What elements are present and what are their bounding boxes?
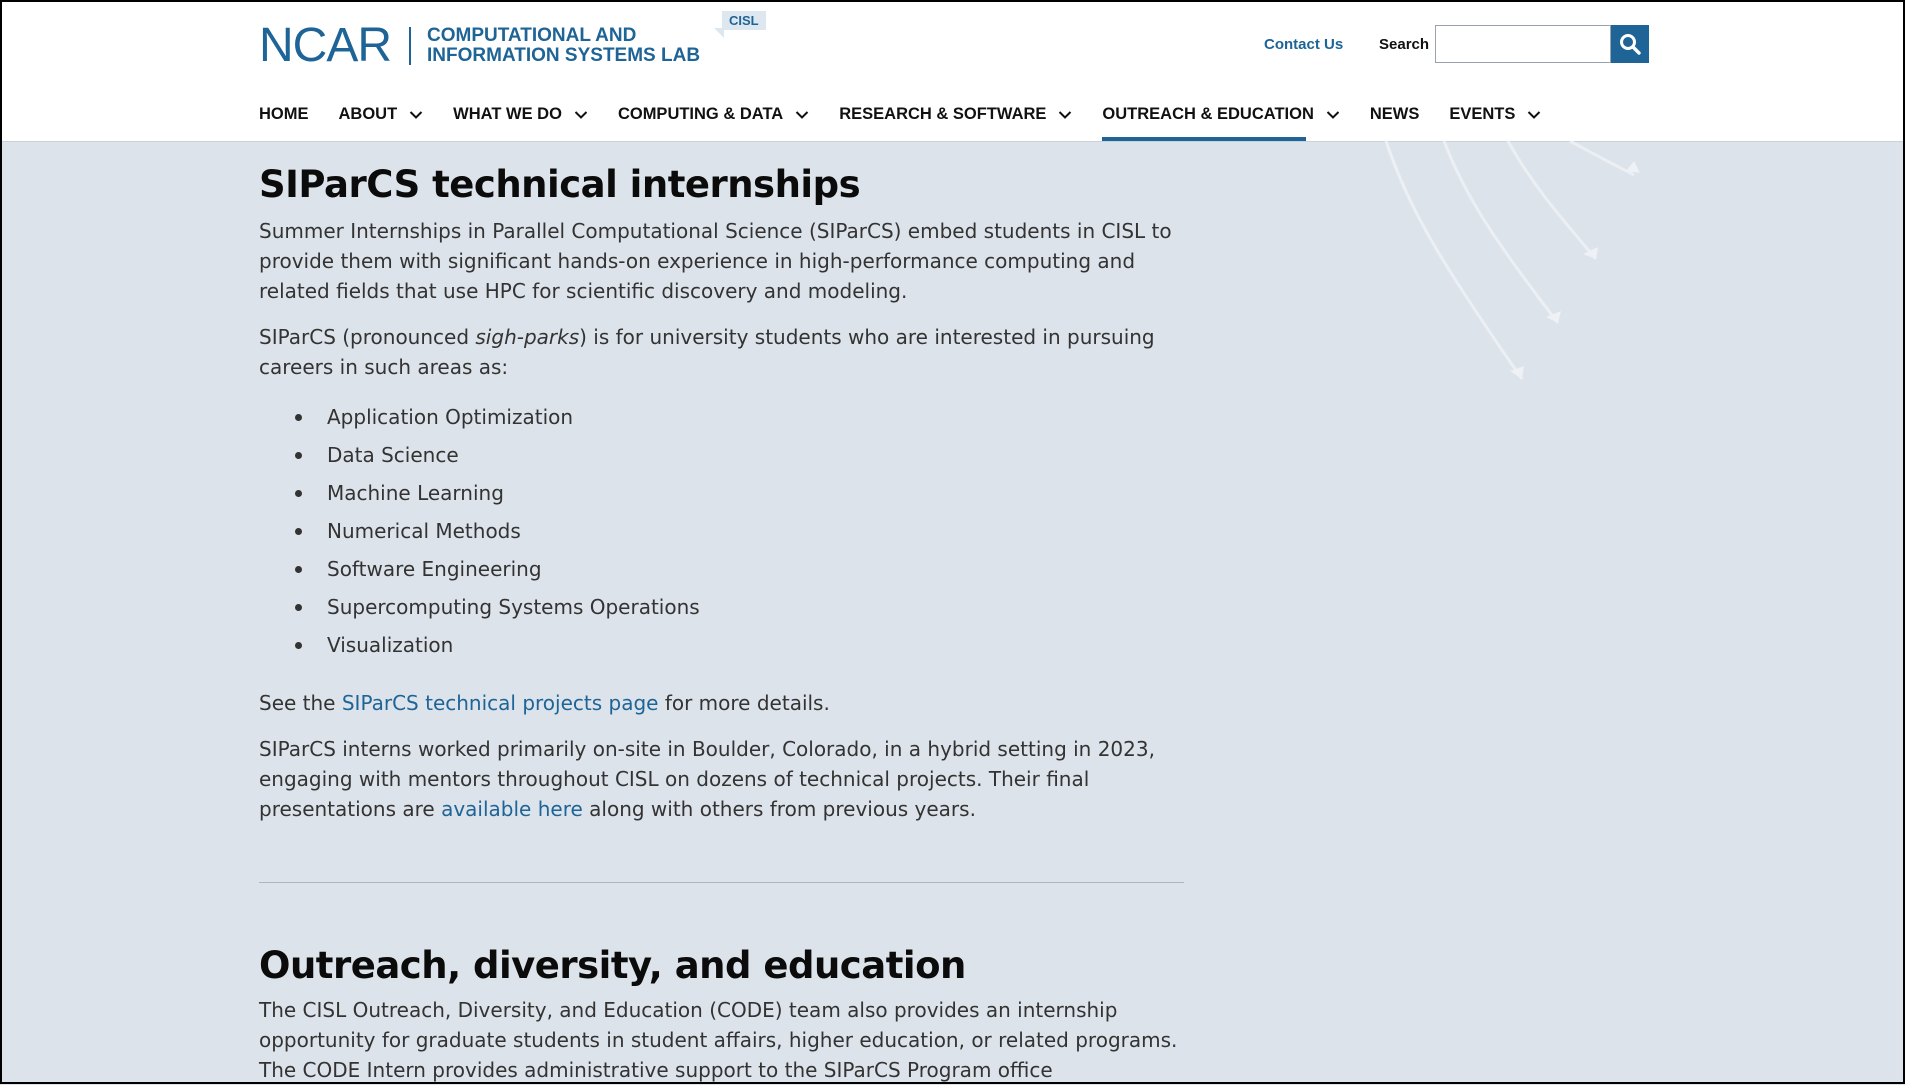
- outreach-heading: Outreach, diversity, and education: [259, 944, 966, 987]
- search-label: Search: [1379, 36, 1430, 53]
- list-item: Software Engineering: [327, 550, 1184, 588]
- main-nav-list: [259, 88, 1571, 141]
- list-item: Visualization: [327, 626, 1184, 664]
- logo-line-1: COMPUTATIONAL AND: [427, 25, 637, 46]
- list-item: Data Science: [327, 436, 1184, 474]
- section-divider: [259, 882, 1184, 883]
- nav-item-research-and-software[interactable]: [839, 88, 1072, 141]
- list-item: Machine Learning: [327, 474, 1184, 512]
- list-item: Supercomputing Systems Operations: [327, 588, 1184, 626]
- siparcs-pronunciation: [259, 322, 1184, 382]
- nav-item-label: ABOUT: [338, 105, 398, 123]
- logo-ncar-text: NCAR: [259, 19, 392, 72]
- nav-item-label: COMPUTING & DATA: [617, 105, 784, 123]
- chevron-down-icon[interactable]: [1058, 108, 1072, 122]
- nav-item-computing-and-data[interactable]: [618, 88, 809, 141]
- chevron-down-icon[interactable]: [1527, 108, 1541, 122]
- nav-item-events[interactable]: [1449, 88, 1541, 141]
- nav-item-news[interactable]: [1370, 88, 1420, 141]
- nav-item-label: EVENTS: [1449, 105, 1516, 123]
- main-content: [259, 160, 1184, 1085]
- nav-item-label: HOME: [259, 105, 309, 123]
- presentations-paragraph: [259, 734, 1184, 824]
- list-item: Application Optimization: [327, 398, 1184, 436]
- search-button[interactable]: [1611, 25, 1649, 63]
- nav-item-label: NEWS: [1369, 105, 1420, 123]
- p4-text-after: along with others from previous years.: [582, 797, 976, 821]
- career-areas-list: [259, 398, 1184, 664]
- logo-divider: [409, 27, 411, 65]
- projects-paragraph: [259, 688, 1184, 718]
- nav-item-about[interactable]: [339, 88, 424, 141]
- site-header: [0, 0, 1905, 89]
- chevron-down-icon[interactable]: [795, 108, 809, 122]
- nav-item-home[interactable]: [259, 88, 309, 141]
- nav-item-label: WHAT WE DO: [453, 105, 562, 123]
- chevron-down-icon[interactable]: [409, 108, 423, 122]
- search-input[interactable]: [1435, 25, 1611, 63]
- nav-item-label: OUTREACH & EDUCATION: [1102, 105, 1314, 123]
- nav-item-label: RESEARCH & SOFTWARE: [839, 105, 1047, 123]
- siparcs-heading: SIParCS technical internships: [259, 163, 861, 206]
- cisl-badge: CISL: [722, 11, 766, 30]
- presentations-link[interactable]: available here: [441, 797, 583, 821]
- p4-text-before: SIParCS interns worked primarily on-site in Boulder, Colorado, in a hybrid setting in 2023, engaging with mentors throughout CISL on dozens of technical projects. Their final presentations are: [259, 737, 1155, 821]
- list-item: Numerical Methods: [327, 512, 1184, 550]
- logo-line-2: INFORMATION SYSTEMS LAB: [427, 45, 701, 66]
- contact-us-link[interactable]: Contact Us: [1264, 36, 1344, 53]
- p3-text-after: for more details.: [658, 691, 830, 715]
- chevron-down-icon[interactable]: [1326, 108, 1340, 122]
- main-nav: [0, 88, 1905, 142]
- decorative-arcs: [1340, 141, 1700, 401]
- p3-text-before: See the: [259, 691, 342, 715]
- chevron-down-icon[interactable]: [574, 108, 588, 122]
- p2-text-after: ) is for university students who are interested in pursuing careers in such areas as:: [259, 325, 1155, 379]
- outreach-intro: The CISL Outreach, Diversity, and Education (CODE) team also provides an internship opportunity for graduate students in student affairs, higher education, or related programs. The CODE Intern provides administrative support to the SIParCS Program office: [259, 998, 1178, 1082]
- nav-item-outreach-and-education[interactable]: [1102, 88, 1339, 141]
- pronunciation-text: sigh-parks: [475, 325, 580, 349]
- p2-text-before: SIParCS (pronounced: [259, 325, 476, 349]
- ncar-cisl-logo[interactable]: [259, 19, 727, 72]
- siparcs-intro: Summer Internships in Parallel Computational Science (SIParCS) embed students in CISL to provide them with significant hands-on experience in high-performance computing and related fields that use HPC for scientific discovery and modeling.: [259, 219, 1172, 303]
- nav-item-what-we-do[interactable]: [453, 88, 588, 141]
- magnifier-icon: [1619, 33, 1641, 55]
- logo-lab-name: [427, 26, 727, 66]
- projects-page-link[interactable]: SIParCS technical projects page: [341, 691, 659, 715]
